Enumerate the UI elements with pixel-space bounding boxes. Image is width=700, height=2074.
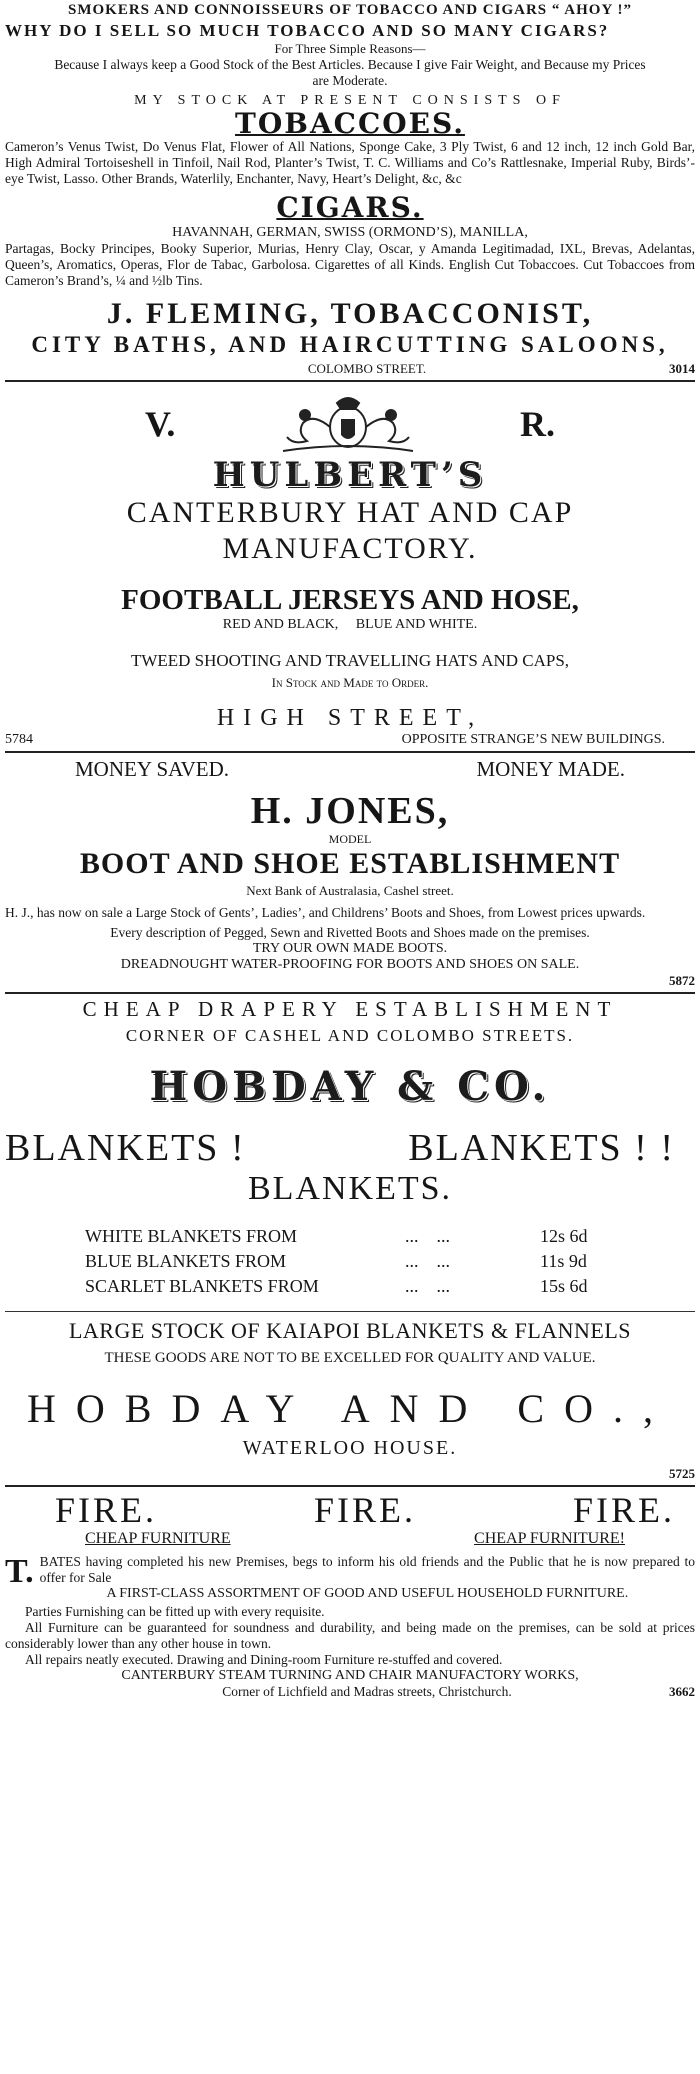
cheap-furniture-1: CHEAP FURNITURE (85, 1530, 231, 1547)
cigars-title: CIGARS. (276, 191, 424, 224)
ad-ref-number: 3014 (669, 361, 695, 376)
ad-ref-number: 5872 (669, 973, 695, 988)
drop-cap: T. (5, 1553, 34, 1590)
money-made: MONEY MADE. (476, 757, 625, 781)
proprietor-name: J. FLEMING, TOBACCONIST, (106, 297, 594, 330)
waterloo-house: WATERLOO HOUSE. (242, 1437, 458, 1459)
fire-1: FIRE. (55, 1490, 158, 1530)
ad-question: WHY DO I SELL SO MUCH TOBACCO AND SO MANY CIGARS? (5, 21, 610, 40)
v-letter: V. (145, 404, 176, 444)
model-label: MODEL (328, 832, 372, 846)
column-rule (5, 380, 695, 382)
guarantee-paragraph: All Furniture can be guaranteed for soundness and durability, and being made on the premises, can be sold at prices considerably lower than any other house in town. (5, 1620, 695, 1651)
street-name: COLOMBO STREET. (307, 361, 427, 376)
dreadnought: DREADNOUGHT WATER-PROOFING FOR BOOTS AND SHOES ON SALE. (120, 957, 580, 972)
try-boots: TRY OUR OWN MADE BOOTS. (252, 941, 448, 956)
opposite-strange: OPPOSITE STRANGE’S NEW BUILDINGS. (401, 732, 665, 747)
pegged-paragraph: Every description of Pegged, Sewn and Rivetted Boots and Shoes made on the premises. (110, 925, 590, 940)
cheap-furniture-2: CHEAP FURNITURE! (474, 1530, 625, 1547)
price-item: BLUE BLANKETS FROM (85, 1251, 287, 1271)
hat-title-line2: MANUFACTORY. (222, 532, 478, 565)
ad-ref-number: 3662 (668, 1684, 695, 1699)
column-rule (5, 992, 695, 994)
furnishing-line: Parties Furnishing can be fitted up with every requisite. (25, 1604, 325, 1619)
ad-ref-number: 5725 (669, 1466, 695, 1481)
tobaccos-list: Cameron’s Venus Twist, Do Venus Flat, Flower of All Nations, Sponge Cake, 3 Ply Twist, 6 and 12 inch, 12 inch Gold Bar, High Admiral Tortoiseshell in Tinfoil, Nail Rod, Planter’s Twist, T. C. Williams and Co’s Rattlesnake, Imperial Ruby, Birds’-eye Twist, Lasso. Other Brands, Waterlily, Enchanter, Navy, Heart’s Delight, &c, &c (5, 139, 695, 186)
cigars-list: Partagas, Bocky Principes, Booky Superior, Murias, Henry Clay, Oscar, y Amanda Legitimadad, IXL, Brevas, Adelantas, Queen’s, Aromatics, Operas, Flor de Tabac, Garbolosa. Cigarettes of all Kinds. English Cut Tobaccoes. Cut Tobaccoes from Cameron’s Brand’s, ¼ and ½lb Tins. (5, 241, 695, 288)
drapery-ad (5, 997, 695, 1482)
jersey-colours: RED AND BLACK, BLUE AND WHITE. (222, 617, 478, 632)
price-dots: ... ... (405, 1226, 450, 1246)
ad-headline: SMOKERS AND CONNOISSEURS OF TOBACCO AND CIGARS “ AHOY !” (67, 2, 632, 18)
high-street: HIGH STREET, (216, 705, 484, 731)
blankets-2: BLANKETS ! ! (408, 1127, 675, 1169)
newspaper-column (5, 0, 695, 1700)
kaiapoi-stock: LARGE STOCK OF KAIAPOI BLANKETS & FLANNELS (68, 1318, 632, 1343)
royal-coat-of-arms-icon (273, 393, 423, 455)
repairs-line: All repairs neatly executed. Drawing and Dining-room Furniture re-stuffed and covered. (25, 1652, 503, 1667)
ad-ref-number: 5784 (5, 732, 33, 747)
football-jerseys: FOOTBALL JERSEYS AND HOSE, (121, 584, 579, 616)
boot-shoe-ad (5, 757, 695, 989)
r-letter: R. (519, 404, 555, 444)
column-rule (5, 751, 695, 753)
hulberts-brand: HULBERT’S (212, 455, 488, 495)
hat-title-line1: CANTERBURY HAT AND CAP (126, 496, 574, 529)
in-stock: In Stock and Made to Order. (271, 675, 429, 690)
corner-streets: CORNER OF CASHEL AND COLOMBO STREETS. (125, 1026, 575, 1045)
section-rule (5, 1311, 695, 1312)
blanket-price-list (5, 1226, 695, 1297)
price-value: 12s 6d (540, 1226, 588, 1246)
boot-shoe-title: BOOT AND SHOE ESTABLISHMENT (79, 847, 621, 880)
hat-cap-ad (5, 385, 695, 748)
works-address: Corner of Lichfield and Madras streets, Christchurch. (222, 1684, 512, 1699)
bates-paragraph: BATES having completed his new Premises, begs to inform his old friends and the Public that he is now prepared to offer for Sale (39, 1554, 695, 1585)
furniture-ad (5, 1490, 695, 1700)
works-name: CANTERBURY STEAM TURNING AND CHAIR MANUFACTORY WORKS, (121, 1668, 579, 1683)
price-row (85, 1251, 695, 1272)
fire-3: FIRE. (572, 1490, 675, 1530)
tweed-hats: TWEED SHOOTING AND TRAVELLING HATS AND CAPS, (130, 651, 570, 670)
price-item: SCARLET BLANKETS FROM (85, 1276, 319, 1296)
reasons-text: Because I always keep a Good Stock of the Best Articles. Because I give Fair Weight, and Because my Prices are Moderate. (54, 57, 646, 88)
hobday-and-co: HOBDAY AND CO., (27, 1386, 673, 1431)
bank-address: Next Bank of Australasia, Cashel street. (246, 883, 454, 898)
fire-2: FIRE. (313, 1490, 416, 1530)
premises: CITY BATHS, AND HAIRCUTTING SALOONS, (31, 332, 669, 357)
price-row (85, 1226, 695, 1247)
price-dots: ... ... (405, 1276, 450, 1296)
blankets-1: BLANKETS ! (5, 1127, 246, 1169)
jones-name: H. JONES, (250, 790, 450, 832)
stock-line: MY STOCK AT PRESENT CONSISTS OF (134, 93, 566, 108)
tobacconist-ad (5, 2, 695, 377)
cigars-origin: HAVANNAH, GERMAN, SWISS (ORMOND’S), MANILLA, (172, 225, 528, 240)
money-saved: MONEY SAVED. (75, 757, 230, 781)
price-row (85, 1276, 695, 1297)
assortment: A FIRST-CLASS ASSORTMENT OF GOOD AND USEFUL HOUSEHOLD FURNITURE. (106, 1586, 629, 1601)
price-item: WHITE BLANKETS FROM (85, 1226, 297, 1246)
drapery-head: CHEAP DRAPERY ESTABLISHMENT (82, 997, 618, 1021)
tobaccos-title: TOBACCOES. (235, 107, 465, 140)
quality-value: THESE GOODS ARE NOT TO BE EXCELLED FOR QUALITY AND VALUE. (104, 1350, 596, 1366)
blankets-3: BLANKETS. (247, 1170, 453, 1207)
reasons-intro: For Three Simple Reasons— (274, 41, 426, 56)
price-value: 11s 9d (540, 1251, 587, 1271)
price-value: 15s 6d (540, 1276, 588, 1296)
column-rule (5, 1485, 695, 1487)
stock-paragraph: H. J., has now on sale a Large Stock of Gents’, Ladies’, and Childrens’ Boots and Shoes, from Lowest prices upwards. (5, 905, 646, 920)
price-dots: ... ... (405, 1251, 450, 1271)
hobday-brand: HOBDAY & CO. (149, 1063, 551, 1110)
